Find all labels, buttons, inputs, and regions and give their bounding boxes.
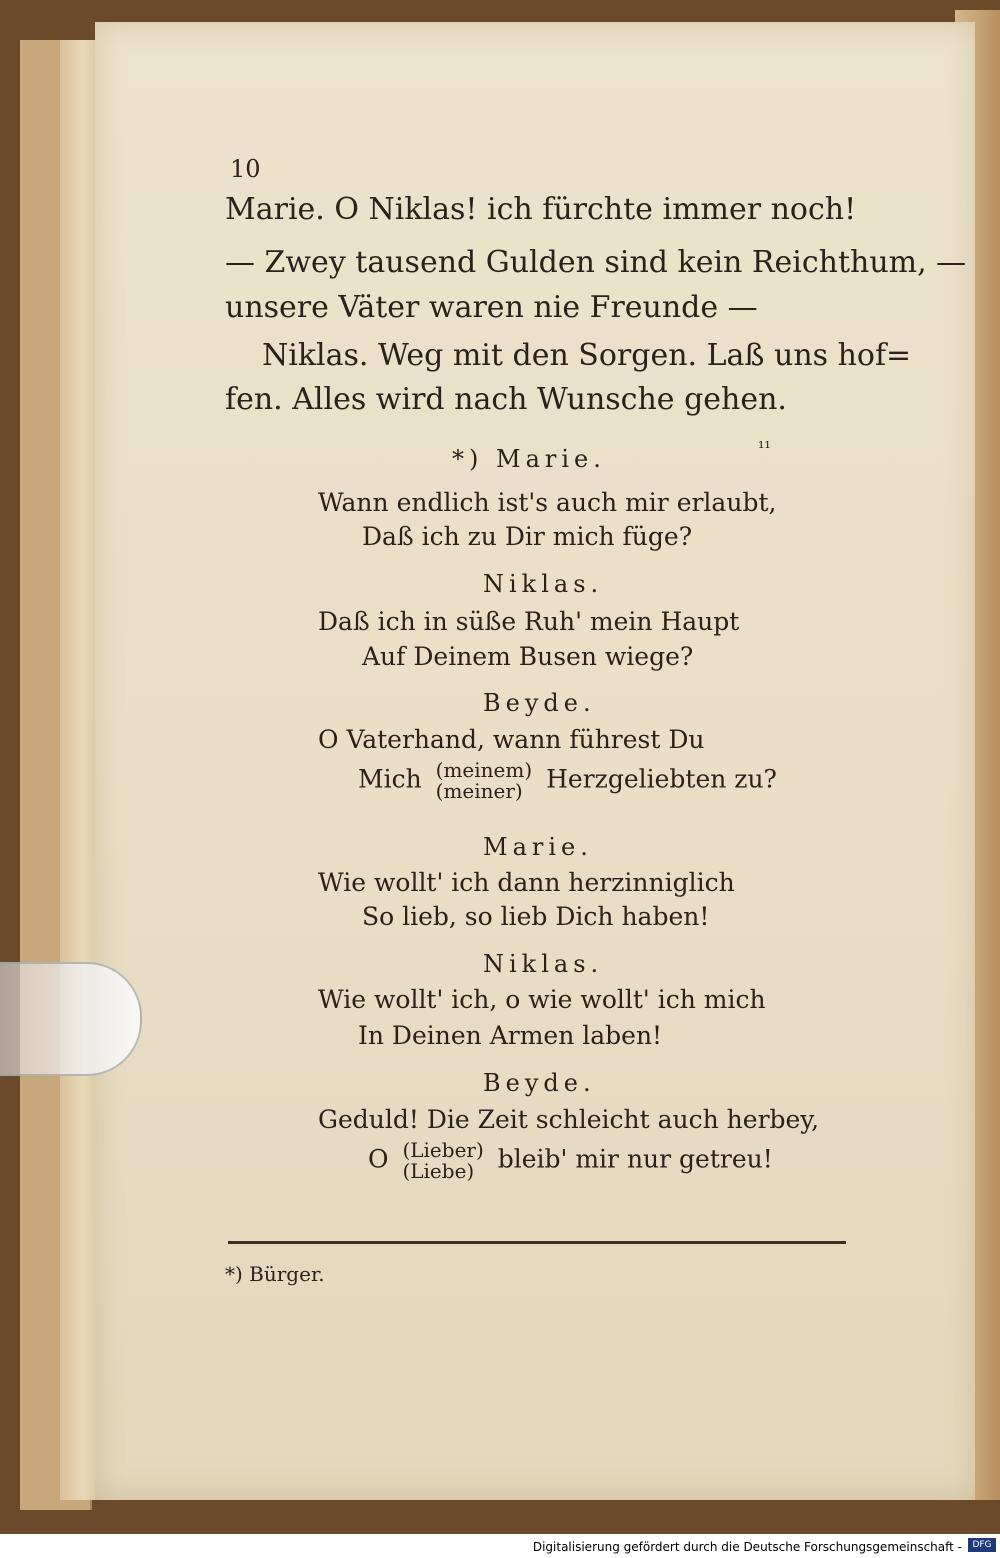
- verse-line: Auf Deinem Busen wiege?: [362, 642, 694, 671]
- digitization-credit: Digitalisierung gefördert durch die Deutsche Forschungsgemeinschaft -: [532, 1540, 962, 1554]
- verse-text: Mich: [358, 764, 422, 794]
- variant-option: (meiner): [435, 779, 523, 803]
- speaker-label: Niklas.: [483, 950, 604, 978]
- speaker-label: Beyde.: [483, 689, 596, 717]
- prose-line: — Zwey tausend Gulden sind kein Reichthum, —: [225, 245, 967, 280]
- verse-text: bleib' mir nur getreu!: [497, 1144, 773, 1174]
- verse-line: Wann endlich ist's auch mir erlaubt,: [318, 488, 777, 517]
- verse-line: O Vaterhand, wann führest Du: [318, 725, 705, 754]
- verse-line-with-variants: [368, 1140, 773, 1182]
- prose-line: unsere Väter waren nie Freunde —: [225, 290, 758, 325]
- verse-line: In Deinen Armen laben!: [358, 1021, 663, 1050]
- verse-line: So lieb, so lieb Dich haben!: [362, 902, 710, 931]
- variant-option: (meinem): [435, 758, 533, 782]
- prose-line: Niklas. Weg mit den Sorgen. Laß uns hof=: [262, 338, 912, 373]
- variant-option: (Lieber): [402, 1138, 484, 1162]
- margin-mark: ¹¹: [758, 438, 771, 457]
- variant-stack: [402, 1140, 483, 1182]
- verse-line-with-variants: [358, 760, 777, 802]
- page-edges: [60, 40, 100, 1500]
- page-number: 10: [230, 155, 261, 183]
- speaker-label: Marie.: [483, 833, 593, 861]
- verse-line: Geduld! Die Zeit schleicht auch herbey,: [318, 1105, 820, 1134]
- verse-text: Herzgeliebten zu?: [546, 764, 777, 794]
- page-clip: [0, 962, 142, 1076]
- verse-text: O: [368, 1144, 389, 1174]
- speaker-label: Niklas.: [483, 570, 604, 598]
- speaker-label: Beyde.: [483, 1069, 596, 1097]
- variant-stack: [436, 760, 532, 802]
- verse-line: Wie wollt' ich, o wie wollt' ich mich: [318, 985, 766, 1014]
- verse-line: Daß ich in süße Ruh' mein Haupt: [318, 607, 740, 636]
- footnote-rule: [228, 1241, 846, 1244]
- footnote: *) Bürger.: [225, 1262, 325, 1286]
- prose-line: fen. Alles wird nach Wunsche gehen.: [225, 382, 787, 417]
- prose-line: Marie. O Niklas! ich fürchte immer noch!: [225, 192, 857, 227]
- dfg-logo: DFG: [968, 1538, 996, 1552]
- variant-option: (Liebe): [402, 1159, 475, 1183]
- verse-line: Wie wollt' ich dann herzinniglich: [318, 868, 735, 897]
- verse-line: Daß ich zu Dir mich füge?: [362, 522, 693, 551]
- speaker-label: *) Marie.: [452, 445, 606, 473]
